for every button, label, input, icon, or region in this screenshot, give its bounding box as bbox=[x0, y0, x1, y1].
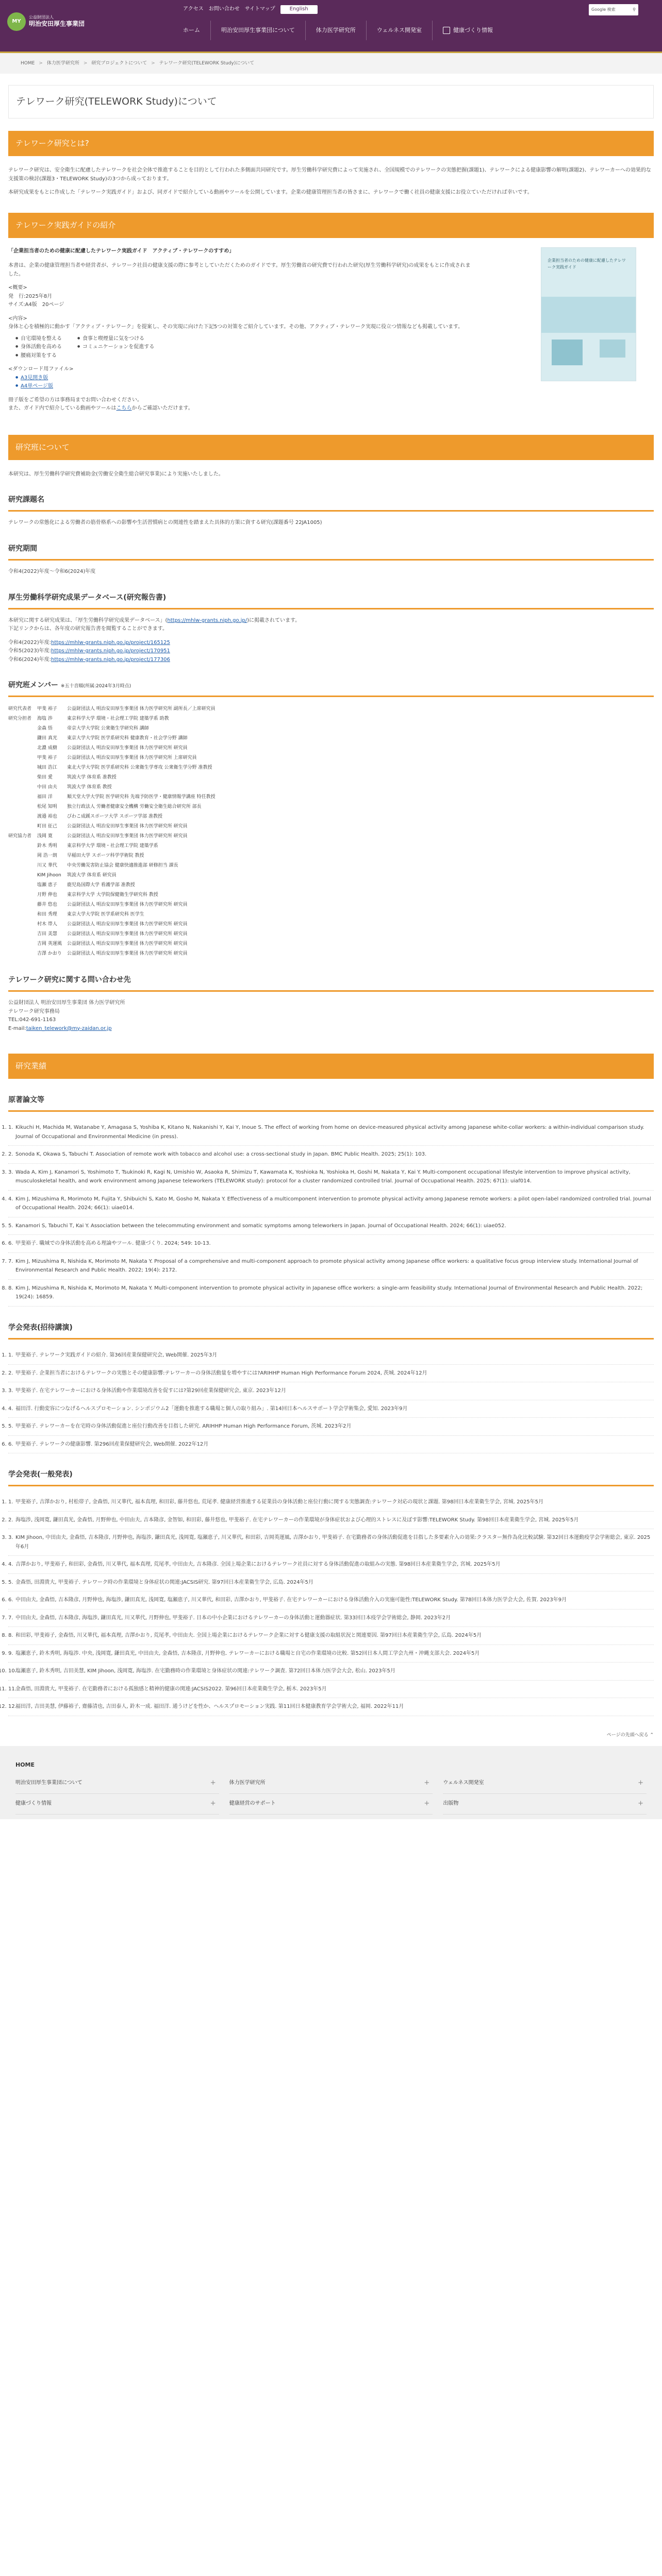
member-name: 村木 帯人 bbox=[37, 922, 57, 927]
list-item: ● 腰痛対策をする bbox=[15, 352, 62, 361]
member-affiliation: 公益財団法人 明治安田厚生事業団 体力医学研究所 研究員 bbox=[67, 902, 188, 908]
list-item: 11. 11. 金森悟, 田淵貴大, 甲斐裕子. 在宅勤務者における孤独感と精神的健康の関連:JACSIS2022. 第96回日本産業衛生学会, 栃木. 2023年5月 bbox=[8, 1681, 654, 1699]
member-row bbox=[8, 920, 654, 929]
search-placeholder: Google 検索 bbox=[591, 7, 616, 12]
member-role bbox=[8, 920, 37, 929]
list-item: 7. 7. 中田由夫, 金森悟, 吉本隆彦, 海塩渉, 鎌田真光, 川又華代, 月野伸也, 甲斐裕子. 日本の中小企業におけるテレワーカーの身体活動と運動器症状. 第33回日本疫学会学術総会, 静岡. 2023年2月 bbox=[8, 1609, 654, 1628]
member-role bbox=[8, 890, 37, 900]
subheading-title: 研究課題名 bbox=[8, 494, 654, 512]
database-link[interactable]: https://mhlw-grants.niph.go.jp/ bbox=[167, 617, 247, 623]
subheading-contact: テレワーク研究に関する問い合わせ先 bbox=[8, 974, 654, 992]
member-name: 塩瀬 恵子 bbox=[37, 883, 57, 888]
site-header bbox=[0, 0, 662, 52]
logo-subtitle: 公益財団法人 bbox=[29, 15, 54, 20]
intro-paragraph-1: テレワーク研究は、安全衛生に配慮したテレワークを社会全体で推進することを目的として行われた多側面共同研究です。厚生労働科学研究費によって実施され、全国規模でのテレワークの実態把握(課題1)、テレワークによる健康影響の解明(課題2)、テレワーカーへの効果的な支援策の検討(課題3・TELEWORK Study)の3つから成っております。 bbox=[8, 167, 651, 182]
members-note: ※五十音順(所属:2024年3月時点) bbox=[60, 684, 131, 689]
list-item: 8. 8. 和田彩, 甲斐裕子, 金森悟, 川又華代, 福本真理, 吉澤かおり, 荒尾孝, 中田由夫. 全国上場企業におけるテレワーク企業に対する健康支援の取組状況と関連要因. 第97回日本産業衛生学会, 広島. 2024年5月 bbox=[8, 1627, 654, 1645]
member-affiliation: 東京科学大学 大学院保健衛生学研究科 教授 bbox=[67, 892, 158, 898]
utility-links bbox=[183, 5, 318, 14]
breadcrumb bbox=[0, 53, 662, 74]
member-role bbox=[8, 743, 37, 753]
member-row bbox=[8, 734, 654, 743]
nav-institute[interactable]: 体力医学研究所 bbox=[305, 21, 366, 40]
list-item: 8. 8. Kim J, Mizushima R, Nishida K, Morimoto M, Nakata Y. Multi-component intervention to promote physical activity in Japanese office workers: a single-arm feasibility study. International Journal of Environmental Research and Public Health. 2022; 19(24): 16859. bbox=[8, 1280, 654, 1307]
member-row bbox=[8, 802, 654, 812]
member-affiliation: びわこ成蹊スポーツ大学 スポーツ学部 准教授 bbox=[67, 814, 163, 820]
contact-email-link[interactable]: taiken_telework@my-zaidan.or.jp bbox=[26, 1025, 112, 1031]
member-name: 吉田 美慧 bbox=[37, 931, 57, 937]
member-affiliation: 筑波大学 体育系 准教授 bbox=[67, 775, 117, 781]
member-role bbox=[8, 802, 37, 812]
member-row bbox=[8, 822, 654, 832]
member-affiliation: 帝京大学大学院 公衆衛生学研究科 講師 bbox=[67, 726, 149, 732]
member-name: 岡 浩一朗 bbox=[37, 853, 57, 859]
member-row bbox=[8, 763, 654, 773]
list-item: ● コミュニケーションを促進する bbox=[77, 343, 154, 352]
member-affiliation: 中央労働災害防止協会 健康快適推進部 研修担当 課長 bbox=[67, 863, 178, 869]
guide-cover-title: 企業担当者のための健康に配慮したテレワーク実践ガイド bbox=[548, 258, 626, 270]
member-row bbox=[8, 949, 654, 959]
member-row bbox=[8, 773, 654, 783]
report-row: 令和6(2024)年度:https://mhlw-grants.niph.go.jp/project/177306 bbox=[8, 656, 170, 663]
site-logo[interactable] bbox=[7, 12, 85, 31]
member-affiliation: 東京大学大学院 医学系研究科 医学生 bbox=[67, 912, 144, 918]
guide-cover-image[interactable] bbox=[541, 247, 636, 381]
list-item: 3. 3. Wada A, Kim J, Kanamori S, Yoshimoto T, Tsukinoki R, Kagi N, Umishio W, Asaoka R, Shimizu T, Kawamata K, Yoshioka N, Yoshioka H, Goshi M, Nakata Y, Kai Y. Multi-component occupational lifestyle intervention to improve physical activity, musculoskeletal health, and work environment among Japanese teleworkers (TELEWORK study): protocol for a cluster randomized controlled trial. Journal of Occupational Health. 2025; 67(1): uiaf014. bbox=[8, 1164, 654, 1191]
member-affiliation: 公益財団法人 明治安田厚生事業団 体力医学研究所 研究員 bbox=[67, 931, 188, 937]
util-link-access[interactable]: アクセス bbox=[183, 6, 204, 12]
breadcrumb-home[interactable]: HOME bbox=[21, 60, 35, 66]
global-nav bbox=[173, 21, 503, 40]
list-item: 1. 1. 甲斐裕子, 吉澤かおり, 村松帯子, 金森悟, 川又華代, 福本真理, 和田彩, 藤井悠也, 荒尾孝. 健康経営推進する従業員の身体活動と座位行動に関する実態調査:テレワーク対応の現状と課題. 第98回日本産業衛生学会, 宮城. 2025年5月 bbox=[8, 1494, 654, 1512]
member-name: 中田 由夫 bbox=[37, 785, 57, 790]
member-row bbox=[8, 939, 654, 949]
guide-download-list bbox=[15, 374, 472, 391]
nav-wellness[interactable]: ウェルネス開発室 bbox=[366, 21, 432, 40]
member-role bbox=[8, 871, 37, 880]
footer-item-publications[interactable]: 出版物 + bbox=[443, 1794, 647, 1815]
list-item: 6. 6. 甲斐裕子. 職域での身体活動を高める理論やツール. 健康づくり. 2024; 549: 10-13. bbox=[8, 1235, 654, 1253]
footer-item-health-info[interactable]: 健康づくり情報 + bbox=[15, 1794, 219, 1815]
member-row bbox=[8, 910, 654, 920]
guide-outline-size: サイズ:A4版 20ページ bbox=[8, 302, 64, 308]
member-name: 海塩 渉 bbox=[37, 716, 53, 722]
guide-note-1: 冊子版をご希望の方は事務局までお問い合わせください。 bbox=[8, 397, 142, 403]
member-row bbox=[8, 812, 654, 822]
section-heading-guide: テレワーク実践ガイドの紹介 bbox=[8, 213, 654, 238]
subheading-period: 研究期間 bbox=[8, 543, 654, 561]
footer-item-support[interactable]: 健康経営のサポート + bbox=[229, 1794, 433, 1815]
guide-outline-issued: 発 行:2025年8月 bbox=[8, 293, 53, 299]
general-talks-list bbox=[8, 1494, 654, 1716]
report-link-2024[interactable]: https://mhlw-grants.niph.go.jp/project/177306 bbox=[51, 656, 170, 663]
member-row bbox=[8, 783, 654, 792]
subheading-members: 研究班メンバー ※五十音順(所属:2024年3月時点) bbox=[8, 680, 654, 697]
member-role bbox=[8, 939, 37, 949]
list-item: 4. 4. 吉澤かおり, 甲斐裕子, 和田彩, 金森悟, 川又華代, 福本真理, 荒尾孝, 中田由夫, 吉本隆彦. 全国上場企業におけるテレワーク社員に対する身体活動促進の取組みの実態. 第98回日本産業衛生学会, 宮城. 2025年5月 bbox=[8, 1556, 654, 1574]
member-role bbox=[8, 763, 37, 773]
member-affiliation: 東京大学大学院 医学系研究科 健康教育・社会学分野 講師 bbox=[67, 736, 188, 741]
member-name: 甲斐 裕子 bbox=[37, 706, 57, 712]
member-affiliation: 筑波大学 体育系 研究員 bbox=[67, 873, 117, 878]
member-role bbox=[8, 812, 37, 822]
research-title: テレワークの常態化による労働者の筋骨格系への影響や生活習慣病との関連性を踏まえた具体的方策に資する研究(課題番号 22JA1005) bbox=[8, 520, 322, 526]
papers-list bbox=[8, 1119, 654, 1307]
member-role bbox=[8, 792, 37, 802]
breadcrumb-institute[interactable]: 体力医学研究所 bbox=[46, 60, 79, 66]
about-lead: 本研究は、厚生労働科学研究費補助金(労働安全衛生総合研究事業)により実施いたしました。 bbox=[8, 471, 224, 477]
list-item: 1. 1. Kikuchi H, Machida M, Watanabe Y, Amagasa S, Yoshiba K, Kitano N, Nakanishi Y, Kai Y, Inoue S. The effect of working from home on device-measured physical activity among Japanese white-collar workers: a within-individual comparison study. Journal of Occupational and Environmental Medicine (in press). bbox=[8, 1119, 654, 1146]
member-name: KIM Jihoon bbox=[37, 873, 61, 878]
member-affiliation: 独立行政法人 労働者健康安全機構 労働安全衛生総合研究所 部長 bbox=[67, 804, 202, 810]
list-item: 2. 2. 甲斐裕子. 企業担当者におけるテレワークの実態とその健康影響:テレワーカーの身体活動量を増やすには?ARIHHP Human High Performance Forum 2024, 茨城. 2024年12月 bbox=[8, 1365, 654, 1383]
plus-icon: + bbox=[424, 1779, 430, 1787]
member-role bbox=[8, 783, 37, 792]
member-role bbox=[8, 753, 37, 763]
member-role: 研究代表者 bbox=[8, 706, 32, 712]
member-affiliation: 公益財団法人 明治安田厚生事業団 体力医学研究所 研究員 bbox=[67, 922, 188, 927]
breadcrumb-current: テレワーク研究(TELEWORK Study)について bbox=[159, 60, 255, 66]
member-row bbox=[8, 792, 654, 802]
plus-icon: + bbox=[210, 1779, 216, 1787]
member-row bbox=[8, 841, 654, 851]
member-affiliation: 公益財団法人 明治安田厚生事業団 体力医学研究所 研究員 bbox=[67, 941, 188, 947]
member-role bbox=[8, 773, 37, 783]
guide-content-desc: 身体と心を積極的に動かす「アクティブ・テレワーク」を提案し、その実現に向けた下記5つの対策をご紹介しています。その他、アクティブ・テレワーク実現に役立つ情報なども掲載しています。 bbox=[8, 324, 464, 330]
download-link-a3[interactable]: A3見開き版 bbox=[21, 375, 48, 381]
download-link-a4[interactable]: A4単ページ版 bbox=[21, 383, 54, 389]
member-affiliation: 公益財団法人 明治安田厚生事業団 体力医学研究所 上席研究員 bbox=[67, 755, 197, 761]
footer-home-link[interactable]: HOME bbox=[15, 1761, 35, 1769]
search-icon[interactable]: ⚲ bbox=[633, 7, 636, 12]
research-period: 令和4(2022)年度〜令和6(2024)年度 bbox=[8, 569, 96, 575]
list-item: 2. 2. 海塩渉, 浅岡寛, 鎌田真光, 金森悟, 月野伸也, 中田由夫, 吉本隆彦, 金智如, 和田彩, 藤井悠也, 甲斐裕子. 在宅テレワーカーの作業環境が身体症状および心理的ストレスに及ぼす影響:TELEWORK Study. 第98回日本産業衛生学会, 宮城. 2025年5月 bbox=[8, 1512, 654, 1530]
nav-health-info[interactable] bbox=[432, 21, 503, 40]
member-row bbox=[8, 851, 654, 861]
members-table bbox=[8, 704, 654, 959]
list-item: 6. 6. 甲斐裕子. テレワークの健康影響. 第296回産業保健研究会, Web開催. 2022年12月 bbox=[8, 1436, 654, 1454]
member-name: 鎌田 真光 bbox=[37, 736, 57, 741]
member-name: 金森 悟 bbox=[37, 726, 53, 732]
util-link-contact[interactable]: お問い合わせ bbox=[208, 6, 240, 12]
member-affiliation: 東北大学大学院 医学系研究科 公衆衛生学専攻 公衆衛生学分野 准教授 bbox=[67, 765, 212, 771]
member-name: 福田 洋 bbox=[37, 794, 53, 800]
member-role bbox=[8, 949, 37, 959]
database-desc: 本研究に関する研究成果は、「厚生労働科学研究成果データベース」(https://mhlw-grants.niph.go.jp/)に掲載されています。 bbox=[8, 617, 301, 623]
member-affiliation: 公益財団法人 明治安田厚生事業団 体力医学研究所 研究員 bbox=[67, 951, 188, 957]
member-row bbox=[8, 880, 654, 890]
section-heading-intro: テレワーク研究とは? bbox=[8, 131, 654, 156]
list-item: 5. 5. Kanamori S, Tabuchi T, Kai Y. Association between the telecommuting environment and somatic symptoms among teleworkers in Japan. Journal of Occupational Health. 2024; 66(1): uiae052. bbox=[8, 1217, 654, 1235]
nav-home[interactable]: ホーム bbox=[183, 27, 200, 33]
logo-title: 明治安田厚生事業団 bbox=[29, 20, 85, 28]
list-item: 10. 10. 塩瀬恵子, 鈴木秀明, 吉田美慧, KIM Jihoon, 浅岡寛, 海塩渉. 在宅勤務時の作業環境と身体症状の関連:テレワーク調査. 第72回日本体力医学会大会, 松山. 2023年5月 bbox=[8, 1663, 654, 1681]
member-role bbox=[8, 724, 37, 734]
invited-talks-list bbox=[8, 1347, 654, 1453]
list-item: 2. 2. Sonoda K, Okawa S, Tabuchi T. Association of remote work with tobacco and alcohol use: a cross-sectional study in Japan. BMC Public Health. 2025; 25(1): 103. bbox=[8, 1146, 654, 1164]
member-affiliation: 東京科学大学 環境・社会理工学院 建築学系 bbox=[67, 843, 158, 849]
member-affiliation: 東京科学大学 環境・社会理工学院 建築学系 助教 bbox=[67, 716, 169, 722]
member-role bbox=[8, 841, 37, 851]
subheading-database: 厚生労働科学研究成果データベース(研究報告書) bbox=[8, 592, 654, 609]
member-role bbox=[8, 929, 37, 939]
contact-tel: TEL:042-691-1163 bbox=[8, 1017, 56, 1023]
member-affiliation: 鹿児島国際大学 看護学部 准教授 bbox=[67, 883, 135, 888]
english-button[interactable]: English bbox=[280, 5, 318, 14]
list-item: 5. 5. 甲斐裕子. テレワーカーを在宅時の身体活動促進と座位行動改善を目指した研究. ARIHHP Human High Performance Forum, 茨城. 2023年2月 bbox=[8, 1418, 654, 1436]
member-row bbox=[8, 861, 654, 871]
member-name: 川又 華代 bbox=[37, 863, 57, 869]
report-row: 令和5(2023)年度:https://mhlw-grants.niph.go.jp/project/170951 bbox=[8, 648, 170, 654]
contact-block bbox=[8, 999, 654, 1033]
list-item: 12. 12. 福田洋, 吉田美慧, 伊藤裕子, 齋藤清也, 吉田泰人, 鈴木一成. 福田洋. 通うけどを性か、ヘルスプロモーション実践. 第11回日本健康教育学会学術大会, 福岡. 2022年11月 bbox=[8, 1698, 654, 1716]
member-name: 北濃 成樹 bbox=[37, 745, 57, 751]
page-title: テレワーク研究(TELEWORK Study)について bbox=[8, 85, 654, 118]
list-item: 3. 3. KIM Jihoon, 中田由夫, 金森悟, 吉本隆彦, 月野伸也, 海塩渉, 鎌田真光, 浅岡寛, 塩瀬恵子, 川又華代, 和田彩, 吉岡英運風, 吉澤かおり, 甲斐裕子. 在宅勤務者の身体活動促進を目指した多要素介入の効果:クラスター無作為化比較試験. 第32回日本運動疫学会学術総会, 東京. 2025年6月 bbox=[8, 1529, 654, 1556]
member-affiliation: 順天堂大学大学院 医学研究科 先端予防医学・健康情報学講座 特任教授 bbox=[67, 794, 216, 800]
contact-org: 公益財団法人 明治安田厚生事業団 体力医学研究所 bbox=[8, 1000, 125, 1006]
database-desc-2: 下記リンクからは、各年度の研究報告書を閲覧することができます。 bbox=[8, 626, 168, 632]
member-affiliation: 公益財団法人 明治安田厚生事業団 体力医学研究所 研究員 bbox=[67, 745, 188, 751]
member-role bbox=[8, 880, 37, 890]
list-item: ● 食事と喫煙量に気をつける bbox=[77, 335, 154, 344]
member-row bbox=[8, 724, 654, 734]
member-affiliation: 早稲田大学 スポーツ科学学術院 教授 bbox=[67, 853, 144, 859]
member-row bbox=[8, 900, 654, 910]
breadcrumb-projects[interactable]: 研究プロジェクトについて bbox=[91, 60, 147, 66]
member-name: 鈴木 秀明 bbox=[37, 843, 57, 849]
member-row bbox=[8, 714, 654, 724]
report-link-2022[interactable]: https://mhlw-grants.niph.go.jp/project/165125 bbox=[51, 639, 170, 646]
subheading-invited-talks: 学会発表(招待講演) bbox=[8, 1322, 654, 1340]
report-row: 令和4(2022)年度:https://mhlw-grants.niph.go.jp/project/165125 bbox=[8, 639, 170, 646]
member-row bbox=[8, 929, 654, 939]
list-item: ● 身体活動を高める bbox=[15, 343, 62, 352]
member-name: 松尾 知明 bbox=[37, 804, 57, 810]
member-name: 甲斐 裕子 bbox=[37, 755, 57, 761]
breadcrumb-separator: > bbox=[83, 60, 88, 66]
guide-description: 本書は、企業の健康管理担当者や経営者が、テレワーク社員の健康支援の際に参考としていただくためのガイドです。厚生労働省の研究費で行われた研究(厚生労働科学研究)の成果をもとに作成されました。 bbox=[8, 263, 471, 277]
member-row bbox=[8, 832, 654, 841]
guide-outline-heading: <概要> bbox=[8, 285, 27, 291]
footer-item-institute[interactable]: 体力医学研究所 + bbox=[229, 1773, 433, 1794]
list-item: 1. 1. 甲斐裕子. テレワーク実践ガイドの紹介. 第36回産業保健研究会, Web開催. 2025年3月 bbox=[8, 1347, 654, 1365]
member-role bbox=[8, 822, 37, 832]
member-name: 町田 征己 bbox=[37, 824, 57, 829]
member-role bbox=[8, 910, 37, 920]
member-role bbox=[8, 851, 37, 861]
guide-content-heading: <内容> bbox=[8, 315, 27, 321]
member-row bbox=[8, 753, 654, 763]
list-item: 3. 3. 甲斐裕子. 在宅テレワーカーにおける身体活動や作業環境改善を促すには?第29回産業保健研究会, 東京. 2023年12月 bbox=[8, 1382, 654, 1400]
plus-icon: + bbox=[638, 1800, 643, 1808]
videos-tools-link[interactable]: こちら bbox=[116, 405, 132, 412]
plus-icon: + bbox=[424, 1800, 430, 1808]
nav-health-info-label: 健康づくり情報 bbox=[453, 27, 493, 33]
book-icon bbox=[443, 27, 450, 34]
member-name: 藤井 悠也 bbox=[37, 902, 57, 908]
contact-email: E-mail:taiken_telework@my-zaidan.or.jp bbox=[8, 1025, 112, 1031]
member-role: 研究協力者 bbox=[8, 834, 32, 839]
breadcrumb-separator: > bbox=[39, 60, 43, 66]
intro-paragraph-2: 本研究成果をもとに作成した「テレワーク実践ガイド」および、同ガイドで紹介している動画やツールを公開しています。企業の健康管理担当者の皆さまに、テレワークで働く社員の健康支援にお役立ていただければ幸いです。 bbox=[8, 190, 533, 196]
section-heading-about: 研究班について bbox=[8, 435, 654, 460]
nav-about[interactable]: 明治安田厚生事業団について bbox=[210, 21, 305, 40]
search-input[interactable] bbox=[589, 4, 638, 15]
breadcrumb-separator: > bbox=[151, 60, 155, 66]
logo-mark: MY bbox=[7, 12, 26, 31]
list-item: 4. 4. 福田洋. 行動変容につなげるヘルスプロモーション. シンポジウム2「運動を推進する職場と個人の取り組み」. 第14回日本ヘルスサポート学会学術集会, 愛知. 2023年9月 bbox=[8, 1400, 654, 1418]
member-name: 和田 秀理 bbox=[37, 912, 57, 918]
contact-office: テレワーク研究事務局 bbox=[8, 1008, 60, 1014]
member-affiliation: 公益財団法人 明治安田厚生事業団 体力医学研究所 副所長／上席研究員 bbox=[67, 706, 216, 712]
member-affiliation: 公益財団法人 明治安田厚生事業団 体力医学研究所 研究員 bbox=[67, 834, 188, 839]
site-footer bbox=[0, 1746, 662, 1819]
member-name: 柴田 愛 bbox=[37, 775, 53, 781]
guide-measures-col1 bbox=[15, 335, 62, 361]
member-role: 研究分担者 bbox=[8, 716, 32, 722]
list-item: ● 自宅環境を整える bbox=[15, 335, 62, 344]
plus-icon: + bbox=[638, 1779, 643, 1787]
member-role bbox=[8, 734, 37, 743]
subheading-general-talks: 学会発表(一般発表) bbox=[8, 1469, 654, 1486]
member-affiliation: 公益財団法人 明治安田厚生事業団 体力医学研究所 研究員 bbox=[67, 824, 188, 829]
chevron-up-icon: ⌃ bbox=[650, 1732, 654, 1738]
member-name: 渡邉 裕也 bbox=[37, 814, 57, 820]
list-item: 4. 4. Kim J, Mizushima R, Morimoto M, Fujita Y, Shibuichi S, Kato M, Gosho M, Nakata Y. Effectiveness of a multicomponent intervention to promote physical activity among Japanese remote workers: a pilot open-label randomized controlled trial. Journal of Occupational Health. 2024; 66(1): uiae014. bbox=[8, 1191, 654, 1217]
member-row bbox=[8, 890, 654, 900]
member-name: 城田 浩江 bbox=[37, 765, 57, 771]
util-link-sitemap[interactable]: サイトマップ bbox=[244, 6, 275, 12]
member-role bbox=[8, 861, 37, 871]
guide-title: 「企業担当者のための健康に配慮したテレワーク実践ガイド アクティブ・テレワークのすすめ」 bbox=[8, 248, 235, 254]
plus-icon: + bbox=[210, 1800, 216, 1808]
list-item: 5. 5. 金森悟, 田淵貴大, 甲斐裕子. テレワーク時の作業環境と身体症状の関連:JACSIS研究. 第97回日本産業衛生学会, 広島. 2024年5月 bbox=[8, 1574, 654, 1592]
member-row bbox=[8, 704, 654, 714]
member-row bbox=[8, 871, 654, 880]
subheading-papers: 原著論文等 bbox=[8, 1094, 654, 1112]
member-name: 月野 伸也 bbox=[37, 892, 57, 898]
member-name: 吉澤 かおり bbox=[37, 951, 62, 957]
member-affiliation: 筑波大学 体育系 教授 bbox=[67, 785, 112, 790]
member-row bbox=[8, 743, 654, 753]
section-heading-results: 研究業績 bbox=[8, 1054, 654, 1079]
guide-download-heading: <ダウンロード用ファイル> bbox=[8, 366, 74, 372]
guide-measures-col2 bbox=[77, 335, 154, 361]
footer-item-about[interactable]: 明治安田厚生事業団について + bbox=[15, 1773, 219, 1794]
member-name: 浅岡 寛 bbox=[37, 834, 53, 839]
list-item: 7. 7. Kim J, Mizushima R, Nishida K, Morimoto M, Nakata Y. Proposal of a comprehensive and multi-component approach to promote physical activity among Japanese office workers: a qualitative focus group interview study. International Journal of Environmental Research and Public Health. 2022; 19(4): 2172. bbox=[8, 1253, 654, 1280]
member-role bbox=[8, 900, 37, 910]
guide-note-2: また、ガイド内で紹介している動画やツールはこちらからご確認いただけます。 bbox=[8, 405, 193, 412]
report-link-2023[interactable]: https://mhlw-grants.niph.go.jp/project/170951 bbox=[51, 648, 170, 654]
footer-item-wellness[interactable]: ウェルネス開発室 + bbox=[443, 1773, 647, 1794]
list-item: 6. 6. 中田由夫, 金森悟, 吉本隆彦, 月野伸也, 海塩渉, 鎌田真光, 浅岡寛, 塩瀬恵子, 川又華代, 和田彩, 吉澤かおり, 甲斐裕子. 在宅テレワーカーにおける身体活動介入の実施可能性:TELEWORK Study. 第78回日本体力医学会大会, 佐賀. 2023年9月 bbox=[8, 1591, 654, 1609]
member-name: 吉岡 英運風 bbox=[37, 941, 62, 947]
back-to-top-link[interactable]: ページの先頭へ戻る ⌃ bbox=[606, 1732, 654, 1738]
list-item: 9. 9. 塩瀬恵子, 鈴木秀明, 海塩渉. 中央, 浅岡寛, 鎌田真光, 中田由夫, 金森悟, 吉本隆彦, 月野伸也. テレワーカーにおける職場と自宅の作業環境の比較. 第52回日本人間工学会九州・沖縄支部大会. 2024年5月 bbox=[8, 1645, 654, 1663]
